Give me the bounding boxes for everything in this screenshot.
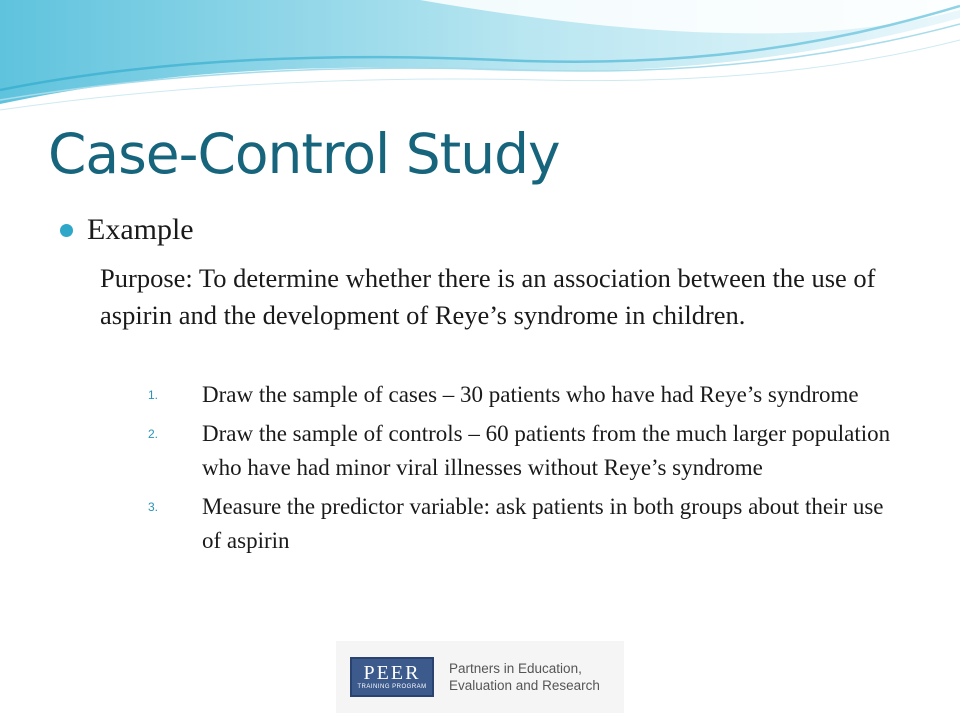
step-number: 1. (148, 388, 159, 402)
header-wave-decoration (0, 0, 960, 120)
step-text: Draw the sample of controls – 60 patients from the much larger population who have had minor viral illnesses without Reye’s syndrome (202, 421, 891, 480)
peer-logo-badge (350, 657, 434, 697)
steps-list (148, 378, 908, 563)
logo-tagline: Partners in Education, Evaluation and Research (449, 661, 600, 693)
list-item (148, 417, 908, 485)
step-number: 3. (148, 500, 159, 514)
step-text: Draw the sample of cases – 30 patients who have had Reye’s syndrome (202, 382, 859, 407)
list-item (148, 490, 908, 558)
step-number: 2. (148, 427, 159, 441)
bullet-example (60, 210, 194, 250)
logo-subtitle: TRAINING PROGRAM (357, 684, 427, 690)
slide-title: Case-Control Study (48, 122, 560, 186)
bullet-label: Example (87, 213, 194, 246)
logo-word: PEER (363, 662, 421, 684)
bullet-dot-icon (60, 224, 73, 237)
peer-logo (336, 641, 624, 713)
step-text: Measure the predictor variable: ask patients in both groups about their use of aspirin (202, 494, 884, 553)
purpose-text: Purpose: To determine whether there is an association between the use of aspirin and the development of Reye’s syndrome in children. (100, 263, 876, 330)
list-item (148, 378, 908, 412)
